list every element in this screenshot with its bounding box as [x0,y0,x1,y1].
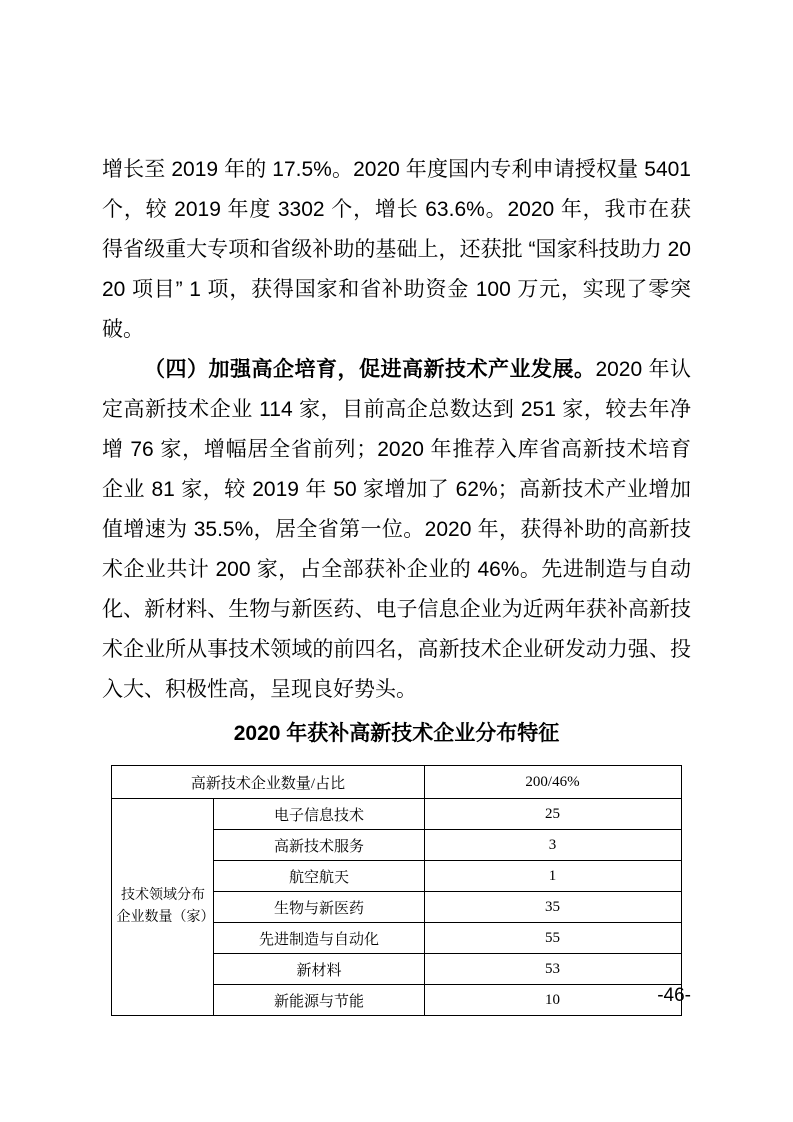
category-cell: 新能源与节能 [214,985,424,1016]
value-cell: 1 [424,861,681,892]
table-header-row [112,766,681,799]
category-cell: 高新技术服务 [214,830,424,861]
section-heading: （四）加强高企培育，促进高新技术产业发展。 [144,358,596,381]
header-value-cell: 200/46% [424,766,681,799]
table-row [112,799,681,830]
section-body-text: 2020 年认定高新技术企业 114 家，目前高企总数达到 251 家，较去年净增 76 家，增幅居全省前列；2020 年推荐入库省高新技术培育企业 81 家，较 2019 年 50 家增加了 62%；高新技术产业增加值增速为 35.5%，居全省第一位。2020 年，获得补助的高新技术企业共计 200 家，占全部获补企业的 46%。先进制造与自动化、新材料、生物与新医药、电子信息企业为近两年获补高新技术企业所从事技术领域的前四名，高新技术企业研发动力强、投入大、积极性高，呈现良好势头。 [102,358,691,701]
category-cell: 生物与新医药 [214,892,424,923]
value-cell: 55 [424,923,681,954]
value-cell: 25 [424,799,681,830]
value-cell: 35 [424,892,681,923]
paragraph-patent-stats: 增长至 2019 年的 17.5%。2020 年度国内专利申请授权量 5401 个，较 2019 年度 3302 个，增长 63.6%。2020 年，我市在获得省级重大专项和省级补助的基础上，还获批 “国家科技助力 2020 项目” 1 项，获得国家和省补助资金 100 万元，实现了零突破。 [102,158,691,341]
value-cell: 10 [424,985,681,1016]
category-cell: 新材料 [214,954,424,985]
category-cell: 航空航天 [214,861,424,892]
value-cell: 53 [424,954,681,985]
table-title: 2020 年获补高新技术企业分布特征 [233,722,560,745]
page-content [102,150,691,1016]
row-group-label-cell: 技术领域分布企业数量（家） [112,799,214,1016]
distribution-table [111,765,681,1016]
category-cell: 电子信息技术 [214,799,424,830]
paragraph-high-tech-enterprises [102,350,691,710]
category-cell: 先进制造与自动化 [214,923,424,954]
value-cell: 3 [424,830,681,861]
header-label-cell: 高新技术企业数量/占比 [112,766,424,799]
page-number: -46- [657,985,691,1006]
